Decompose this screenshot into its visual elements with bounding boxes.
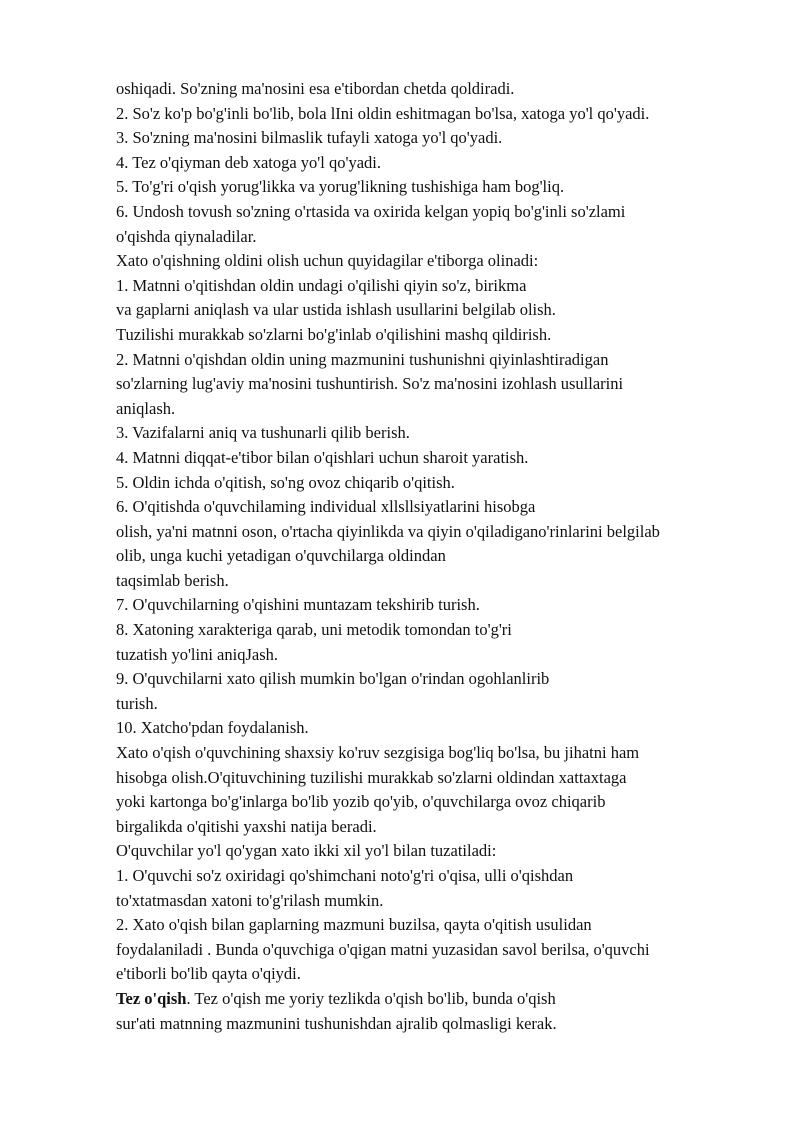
list-item: 2. Xato o'qish bilan gaplarning mazmuni buzilsa, qayta o'qitish usulidan (116, 915, 592, 935)
text-line: sur'ati matnning mazmunini tushunishdan ajralib qolmasligi kerak. (116, 1013, 557, 1033)
list-item: 5. To'g'ri o'qish yorug'likka va yorug'likning tushishiga ham bog'liq. (116, 177, 565, 197)
list-item: 2. So'z ko'p bo'g'inli bo'lib, bola lIni oldin eshitmagan bo'lsa, xatoga yo'l qo'yadi. (116, 103, 650, 123)
list-item: 8. Xatoning xarakteriga qarab, uni metodik tomondan to'g'ri (116, 620, 512, 640)
text-line: foydalaniladi . Bunda o'quvchiga o'qigan matni yuzasidan savol berilsa, o'quvchi (116, 939, 650, 959)
text-line: so'zlarning lug'aviy ma'nosini tushuntirish. So'z ma'nosini izohlash usullarini (116, 374, 624, 394)
list-item: 4. Matnni diqqat-e'tibor bilan o'qishlari uchun sharoit yaratish. (116, 447, 529, 467)
list-item: 3. So'zning ma'nosini bilmaslik tufayli xatoga yo'l qo'yadi. (116, 128, 503, 148)
list-item: 6. Undosh tovush so'zning o'rtasida va oxirida kelgan yopiq bo'g'inli so'zlami (116, 201, 626, 221)
text-line: hisobga olish.O'qituvchining tuzilishi murakkab so'zlarni oldindan xattaxtaga (116, 767, 627, 787)
text-line: birgalikda o'qitishi yaxshi natija beradi. (116, 816, 377, 836)
text-line: o'qishda qiynaladilar. (116, 226, 257, 246)
list-item: 6. O'qitishda o'quvchilaming individual xllsllsiyatlarini hisobga (116, 497, 536, 517)
text-line: tuzatish yo'lini aniqJash. (116, 644, 278, 664)
text-line: turish. (116, 693, 158, 713)
text-line: to'xtatmasdan xatoni to'g'rilash mumkin. (116, 890, 384, 910)
list-item: 1. O'quvchi so'z oxiridagi qo'shimchani noto'g'ri o'qisa, ulli o'qishdan (116, 866, 574, 885)
list-item: 3. Vazifalarni aniq va tushunarli qilib berish. (116, 423, 410, 443)
list-item: 5. Oldin ichda o'qitish, so'ng ovoz chiqarib o'qitish. (116, 472, 455, 492)
text-line: oshiqadi. So'zning ma'nosini esa e'tibordan chetda qoldiradi. (116, 79, 515, 98)
list-item: 9. O'quvchilarni xato qilish mumkin bo'lgan o'rindan ogohlanlirib (116, 669, 550, 689)
text-line: olish, ya'ni matnni oson, o'rtacha qiyinlikda va qiyin o'qiladigano'rinlarini belgilab (116, 521, 660, 541)
list-item: 10. Xatcho'pdan foydalanish. (116, 718, 309, 738)
list-item: 7. O'quvchilarning o'qishini muntazam tekshirib turish. (116, 595, 480, 615)
text-line: va gaplarni aniqlash va ular ustida ishlash usullarini belgilab olish. (116, 300, 556, 320)
text-line: olib, unga kuchi yetadigan o'quvchilarga oldindan (116, 546, 446, 566)
section-intro: O'quvchilar yo'l qo'ygan xato ikki xil yo'l bilan tuzatiladi: (116, 841, 497, 861)
list-item: 1. Matnni o'qitishdan oldin undagi o'qilishi qiyin so'z, birikma (116, 275, 527, 295)
text-line: Tuzilishi murakkab so'zlarni bo'g'inlab o'qilishini mashq qildirish. (116, 324, 552, 344)
list-item: 4. Tez o'qiyman deb xatoga yo'l qo'yadi. (116, 152, 381, 172)
list-item: 2. Matnni o'qishdan oldin uning mazmunini tushunishni qiyinlashtiradigan (116, 349, 609, 369)
document-page (116, 77, 746, 1036)
text-line: yoki kartonga bo'g'inlarga bo'lib yozib qo'yib, o'quvchilarga ovoz chiqarib (116, 792, 606, 812)
text-line: taqsimlab berish. (116, 570, 229, 590)
text-line: e'tiborli bo'lib qayta o'qiydi. (116, 964, 301, 984)
section-intro: Xato o'qishning oldini olish uchun quyidagilar e'tiborga olinadi: (116, 251, 539, 271)
paragraph-heading-line (116, 987, 746, 1012)
text-line: aniqlash. (116, 398, 176, 418)
bold-term: Tez o'qish (116, 988, 187, 1008)
text-line: Xato o'qish o'quvchining shaxsiy ko'ruv sezgisiga bog'liq bo'lsa, bu jihatni ham (116, 743, 640, 763)
paragraph-text: . Tez o'qish me yoriy tezlikda o'qish bo'lib, bunda o'qish (186, 988, 556, 1008)
